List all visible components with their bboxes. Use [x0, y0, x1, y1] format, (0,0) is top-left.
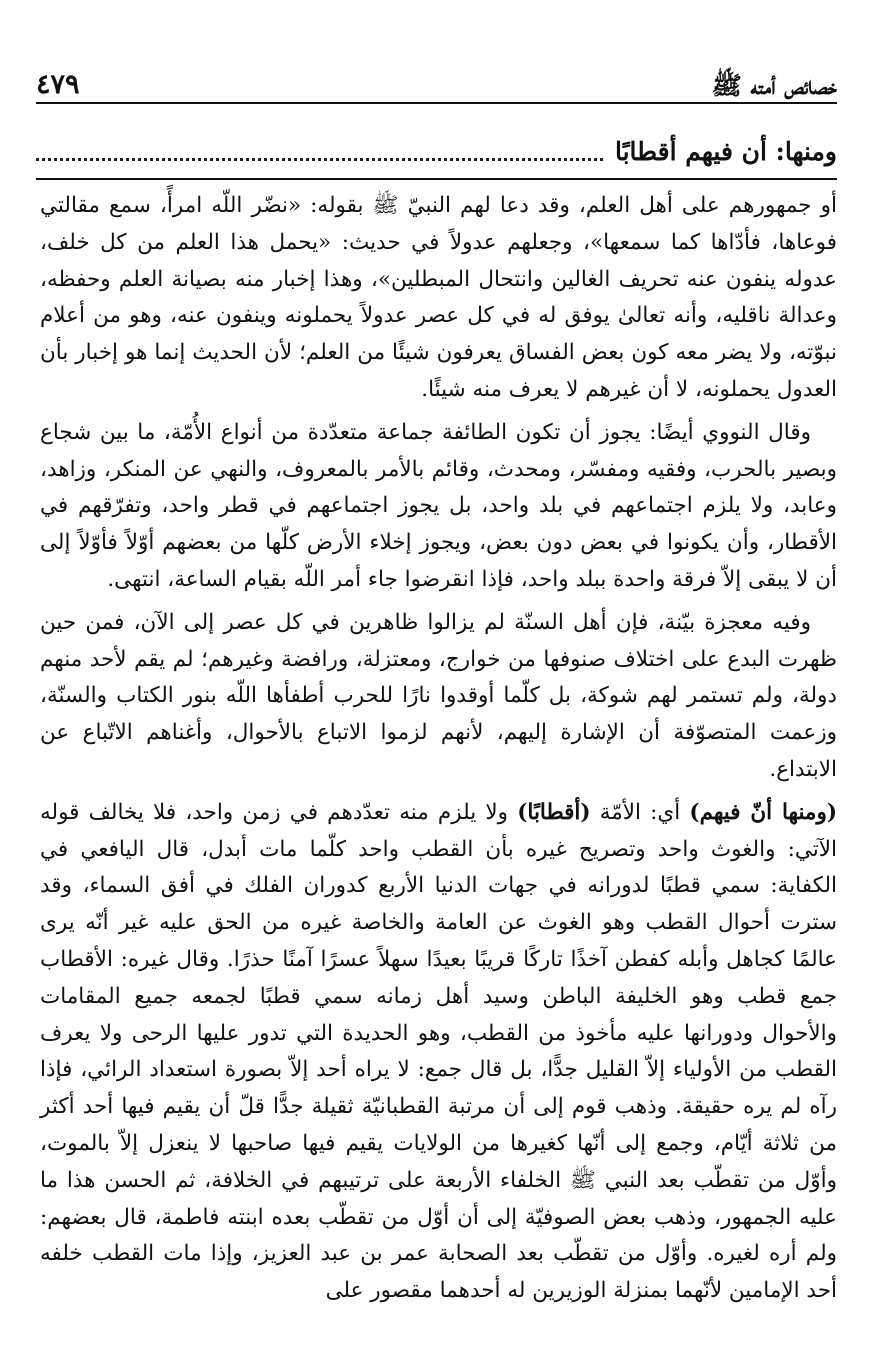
commentary-lemma: (ومنها أنّ فيهم): [689, 799, 838, 825]
heading-dotted-leader: [36, 158, 603, 161]
paragraph-4: [40, 795, 837, 1310]
commentary-lemma-2: (أقطابًا): [517, 799, 591, 825]
section-divider: [36, 178, 837, 180]
section-heading-text: ومنها: أن فيهم أقطابًا: [614, 136, 837, 166]
page-number: ٤٧٩: [36, 69, 80, 100]
running-header: [36, 54, 837, 104]
commentary-gloss: أي: الأمّة: [590, 799, 690, 825]
paragraph-3: وفيه معجزة بيّنة، فإن أهل السنّة لم يزالوا ظاهرين في كل عصر إلى الآن، فمن حين ظهرت البدع على اختلاف صنوفها من خوارج، ومعتزلة، ورافضة وغيرهم؛ لم يقم لأحد منهم دولة، ولم تستمر لهم شوكة، بل كلّما أوقدوا نارًا للحرب أطفأها اللّه بنور الكتاب والسنّة، وزعمت المتصوّفة أن الإشارة إليهم، لأنهم لزموا الاتباع بالأحوال، وأغناهم الاتّباع عن الابتداع.: [40, 609, 837, 782]
paragraph-2: وقال النووي أيضًا: يجوز أن تكون الطائفة جماعة متعدّدة من أنواع الأُمّة، ما بين شجاع وبصير بالحرب، وفقيه ومفسّر، ومحدث، وقائم بالأمر بالمعروف، والنهي عن المنكر، وزاهد، وعابد، ولا يلزم اجتماعهم في بلد واحد، بل يجوز اجتماعهم في قطر واحد، وتفرّقهم في الأقطار، وأن يكونوا في بعض دون بعض، ويجوز إخلاء الأرض كلّها من بعضهم أوّلاً فأوّلاً إلى أن لا يبقى إلاّ فرقة واحدة ببلد واحد، فإذا انقرضوا جاء أمر اللّه بقيام الساعة، انتهى.: [40, 419, 837, 592]
running-title: خصائص أمته ﷺ: [711, 71, 837, 100]
commentary-text: ولا يلزم منه تعدّدهم في زمن واحد، فلا يخالف قوله الآتي: والغوث واحد وتصريح غيره بأن القطب واحد كلّما مات أبدل، قال اليافعي في الكفاية: سمي قطبًا لدورانه في جهات الدنيا الأربع كدوران الفلك في أفق السماء، وقد سترت أحوال القطب وهو الغوث عن العامة والخاصة غيره من الحق عليه غير أنّه يرى عالمًا كجاهل وأبله كفطن آخذًا تاركًا قريبًا بعيدًا سهلاً عسرًا آمنًا حذرًا. وقال غيره: الأقطاب جمع قطب وهو الخليفة الباطن وسيد أهل زمانه سمي قطبًا لجمعه جميع المقامات والأحوال ودورانها عليه مأخوذ من القطب، وهو الحديدة التي تدور عليها الرحى ولا يعرف القطب من الأولياء إلاّ القليل جدًّا، بل قال جمع: لا يراه أحد إلاّ بصورة استعداد الرائي، فإذا رآه لم يره حقيقة. وذهب قوم إلى أن مرتبة القطبانيّة ثقيلة جدًّا قلّ أن يقيم فيها أحد أكثر من ثلاثة أيّام، وجمع إلى أنّها كغيرها من الولايات يقيم فيها صاحبها لا ينعزل إلاّ بالموت، وأوّل من تقطّب بعد النبي ﷺ الخلفاء الأربعة على ترتيبهم في الخلافة، ثم الحسن هذا ما عليه الجمهور، وذهب بعض الصوفيّة إلى أن أوّل من تقطّب بعده ابنته فاطمة، قال بعضهم: ولم أره لغيره. وأوّل من تقطّب بعد الصحابة عمر بن عبد العزيز، وإذا مات القطب خلفه أحد الإمامين لأنّهما بمنزلة الوزيرين له أحدهما مقصور على: [40, 799, 837, 1304]
paragraph-1: أو جمهورهم على أهل العلم، وقد دعا لهم النبيّ ﷺ بقوله: «نضّر اللّه امرأً، سمع مقالتي فوعاها، فأدّاها كما سمعها»، وجعلهم عدولاً في حديث: «يحمل هذا العلم من كل خلف، عدوله ينفون عنه تحريف الغالين وانتحال المبطلين»، وهذا إخبار منه بصيانة العلم وحفظه، وعدالة ناقليه، وأنه تعالىٰ يوفق له في كل عصر عدولاً يحملونه وينفون عنه، وهو من أعلام نبوّته، ولا يضر معه كون بعض الفساق يعرفون شيئًا من العلم؛ لأن الحديث إنما هو إخبار بأن العدول يحملونه، لا أن غيرهم لا يعرف منه شيئًا.: [40, 193, 837, 402]
section-heading: [36, 126, 837, 176]
body-text: [40, 188, 837, 1349]
